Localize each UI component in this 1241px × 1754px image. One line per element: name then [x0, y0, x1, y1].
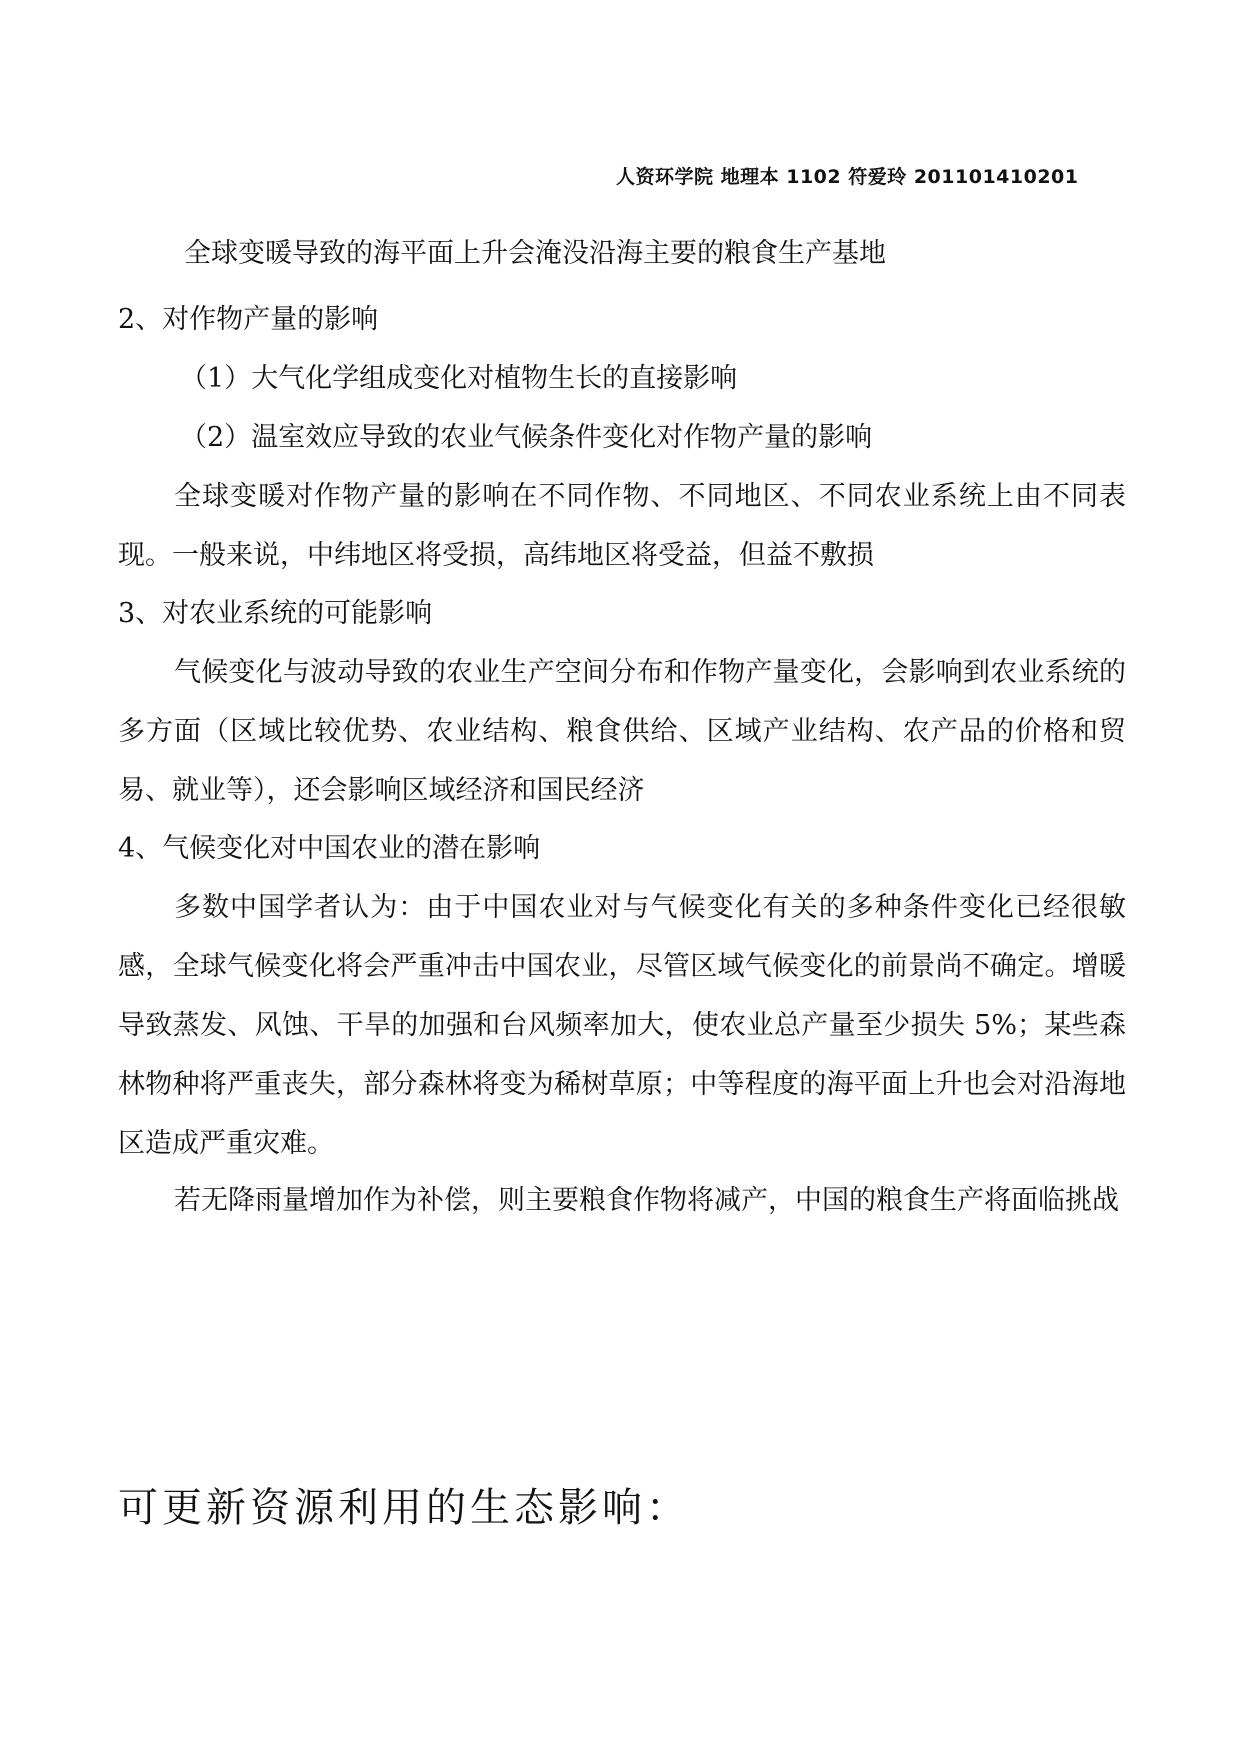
heading-china-agri: 4、气候变化对中国农业的潜在影响 [118, 833, 541, 864]
paragraph-china-scholars: 多数中国学者认为：由于中国农业对与气候变化有关的多种条件变化已经很敏感，全球气候变化将会严重冲击中国农业，尽管区域气候变化的前景尚不确定。增暖导致蒸发、风蚀、干旱的加强和台风频率加大，使农业总产量至少损失 5%；某些森林物种将严重丧失，部分森林将变为稀树草原；中等程度的海平面上升也会对沿海地区造成严重灾难。 [118, 892, 1126, 1159]
author-info: 人资环学院 地理本 1102 符爱玲 201101410201 [616, 166, 1079, 188]
paragraph-warming-yield: 全球变暖对作物产量的影响在不同作物、不同地区、不同农业系统上由不同表现。一般来说，中纬地区将受损，高纬地区将受益，但益不敷损 [118, 481, 1126, 571]
paragraph-sea-level: 全球变暖导致的海平面上升会淹没沿海主要的粮食生产基地 [184, 238, 886, 269]
list-item-greenhouse: （2）温室效应导致的农业气候条件变化对作物产量的影响 [180, 422, 873, 453]
section-title: 可更新资源利用的生态影响： [118, 1485, 690, 1531]
list-item-atmosphere: （1）大气化学组成变化对植物生长的直接影响 [180, 363, 738, 394]
paragraph-rainfall: 若无降雨量增加作为补偿，则主要粮食作物将减产，中国的粮食生产将面临挑战 [174, 1185, 1119, 1216]
paragraph-agri-system: 气候变化与波动导致的农业生产空间分布和作物产量变化，会影响到农业系统的多方面（区域比较优势、农业结构、粮食供给、区域产业结构、农产品的价格和贸易、就业等），还会影响区域经济和国民经济 [118, 657, 1126, 806]
heading-agri-system: 3、对农业系统的可能影响 [118, 598, 433, 629]
heading-crop-yield: 2、对作物产量的影响 [118, 304, 379, 335]
